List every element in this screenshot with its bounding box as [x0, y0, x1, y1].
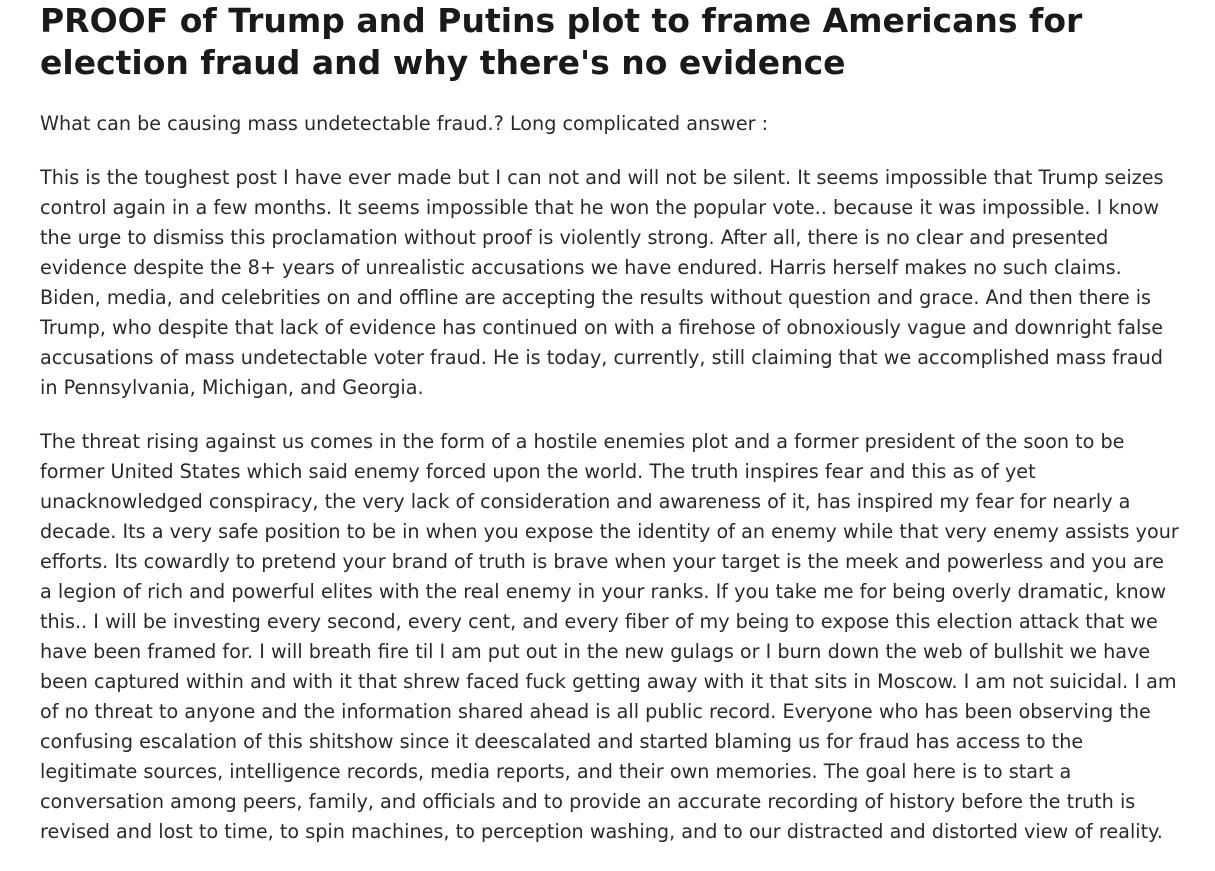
post-body — [40, 109, 1180, 847]
post-paragraph-intro: What can be causing mass undetectable fraud.? Long complicated answer : — [40, 112, 769, 135]
post — [40, 0, 1180, 871]
post-paragraph: This is the toughest post I have ever made but I can not and will not be silent. It seems impossible that Trump seizes control again in a few months. It seems impossible that he won the popular vote.. because it was impossible. I know the urge to dismiss this proclamation without proof is violently strong. After all, there is no clear and presented evidence despite the 8+ years of unrealistic accusations we have endured. Harris herself makes no such claims. Biden, media, and celebrities on and offline are accepting the results without question and grace. And then there is Trump, who despite that lack of evidence has continued on with a firehose of obnoxiously vague and downright false accusations of mass undetectable voter fraud. He is today, currently, still claiming that we accomplished mass fraud in Pennsylvania, Michigan, and Georgia. — [40, 166, 1164, 399]
post-paragraph: The threat rising against us comes in the form of a hostile enemies plot and a former president of the soon to be former United States which said enemy forced upon the world. The truth inspires fear and this as of yet unacknowledged conspiracy, the very lack of consideration and awareness of it, has inspired my fear for nearly a decade. Its a very safe position to be in when you expose the identity of an enemy while that very enemy assists your efforts. Its cowardly to pretend your brand of truth is brave when your target is the meek and powerless and you are a legion of rich and powerful elites with the real enemy in your ranks. If you take me for being overly dramatic, know this.. I will be investing every second, every cent, and every fiber of my being to expose this election attack that we have been framed for. I will breath fire til I am put out in the new gulags or I burn down the web of bullshit we have been captured within and with it that shrew faced fuck getting away with it that sits in Moscow. I am not suicidal. I am of no threat to anyone and the information shared ahead is all public record. Everyone who has been observing the confusing escalation of this shitshow since it deescalated and started blaming us for fraud has access to the legitimate sources, intelligence records, media reports, and their own memories. The goal here is to start a conversation among peers, family, and officials and to provide an accurate recording of history before the truth is revised and lost to time, to spin machines, to perception washing, and to our distracted and distorted view of reality. — [40, 430, 1179, 843]
post-title: PROOF of Trump and Putins plot to frame Americans for election fraud and why there's no evidence — [40, 1, 1083, 82]
